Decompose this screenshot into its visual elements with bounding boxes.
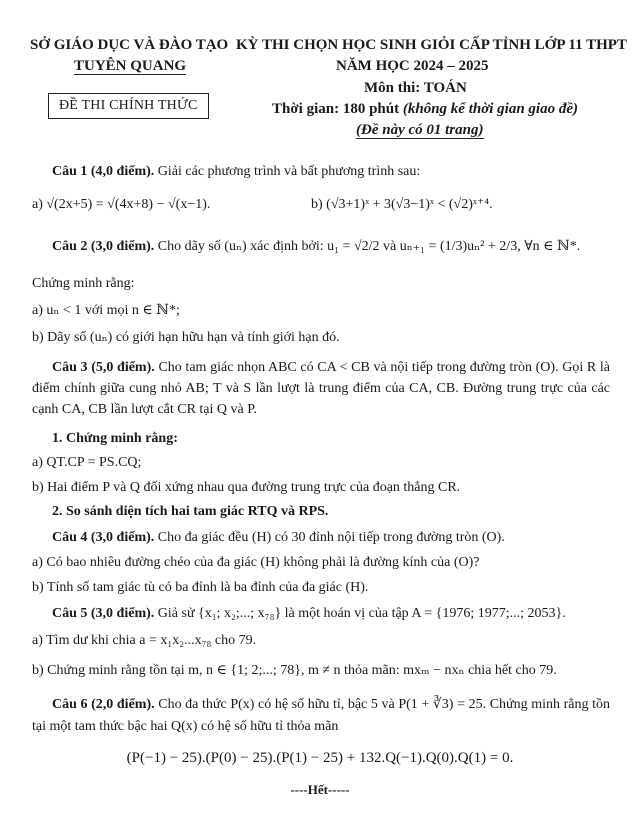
question-3-part-a: a) QT.CP = PS.CQ; (32, 455, 142, 470)
question-2-part-b: b) Dãy số (uₙ) có giới hạn hữu hạn và tính giới hạn đó. (32, 330, 340, 345)
question-5-part-a: a) Tìm dư khi chia a = x₁x₂...x₇₈ cho 79. (32, 633, 257, 648)
question-4-text: Cho đa giác đều (H) có 30 đỉnh nội tiếp trong đường tròn (O). (157, 530, 505, 545)
province-name-text: TUYÊN QUANG (74, 58, 187, 74)
question-1-text: Giải các phương trình và bất phương trình sau: (157, 164, 421, 179)
time-label: Thời gian: 180 phút (272, 101, 400, 117)
school-year: NĂM HỌC 2024 – 2025 (336, 58, 489, 74)
exam-title: KỲ THI CHỌN HỌC SINH GIỎI CẤP TỈNH LỚP 11 THPT (236, 37, 627, 53)
subject: Môn thi: TOÁN (364, 80, 467, 96)
question-2-part-a: a) uₙ < 1 với mọi n ∈ ℕ*; (32, 303, 180, 318)
time-note: (không kể thời gian giao đề) (402, 101, 579, 117)
question-1 (52, 163, 420, 181)
question-4-part-b: b) Tính số tam giác tù có ba đỉnh là ba đỉnh của đa giác (H). (32, 580, 369, 595)
question-5-title: Câu 5 (3,0 điểm). (52, 606, 155, 621)
question-4-title: Câu 4 (3,0 điểm). (52, 530, 155, 545)
question-3-part-b: b) Hai điểm P và Q đối xứng nhau qua đường trung trực của đoạn thẳng CR. (32, 480, 461, 495)
question-3-part-2 (52, 503, 328, 521)
page-count-note-text: (Đề này có 01 trang) (356, 122, 484, 138)
question-6-equation: (P(−1) − 25).(P(0) − 25).(P(1) − 25) + 132.Q(−1).Q(0).Q(1) = 0. (126, 750, 514, 766)
question-5-text: Giả sử {x₁; x₂;...; x₇₈} là một hoán vị của tập A = {1976; 1977;...; 2053}. (157, 606, 566, 621)
question-3-title: Câu 3 (5,0 điểm). (52, 360, 155, 375)
question-1-title: Câu 1 (4,0 điểm). (52, 164, 155, 179)
question-1-part-b: b) (√3+1)ˣ + 3(√3−1)ˣ < (√2)ˣ⁺⁴. (311, 197, 493, 212)
question-2 (52, 238, 580, 256)
question-4-part-a: a) Có bao nhiêu đường chéo của đa giác (H) không phải là đường kính của (O)? (32, 555, 480, 570)
question-5 (52, 605, 566, 623)
question-5-part-b: b) Chứng minh rằng tồn tại m, n ∈ {1; 2;...; 78}, m ≠ n thỏa mãn: mxₘ − nxₙ chia hết cho 79. (32, 663, 557, 678)
time-line (272, 100, 578, 119)
page-count-note (356, 121, 484, 140)
question-6-text: Cho đa thức P(x) có hệ số hữu tỉ, bậc 5 và P(1 + ∛3) = 25. Chứng minh rằng tồn tại một tam thức bậc hai Q(x) có hệ số hữu tỉ thỏa mãn (32, 697, 611, 734)
question-3-text: Cho tam giác nhọn ABC có CA < CB và nội tiếp trong đường tròn (O). Gọi R là điểm chính giữa cung nhỏ AB; T và S lần lượt là trung điểm của CA, CB. Đường trung trực của các cạnh CA, CB lần lượt cắt CR tại Q và P. (32, 360, 611, 417)
question-3-part-1: 1. Chứng minh rằng: (52, 431, 178, 446)
end-marker: ----Hết----- (290, 782, 350, 797)
question-6-title: Câu 6 (2,0 điểm). (52, 697, 155, 712)
official-exam-box: ĐỀ THI CHÍNH THỨC (48, 93, 209, 119)
question-1-part-a: a) √(2x+5) = √(4x+8) − √(x−1). (32, 197, 211, 212)
province-name (74, 57, 186, 76)
question-2-title: Câu 2 (3,0 điểm). (52, 239, 155, 254)
department-name: SỞ GIÁO DỤC VÀ ĐÀO TẠO (30, 37, 229, 53)
question-4 (52, 529, 505, 547)
question-2-prove: Chứng minh rằng: (32, 276, 135, 291)
question-3-part-2-text: 2. So sánh diện tích hai tam giác RTQ và RPS. (52, 504, 329, 519)
question-3 (32, 357, 610, 420)
question-2-text: Cho dãy số (uₙ) xác định bởi: u₁ = √2/2 và uₙ₊₁ = (1/3)uₙ² + 2/3, ∀n ∈ ℕ*. (157, 239, 581, 254)
question-6 (32, 694, 610, 738)
